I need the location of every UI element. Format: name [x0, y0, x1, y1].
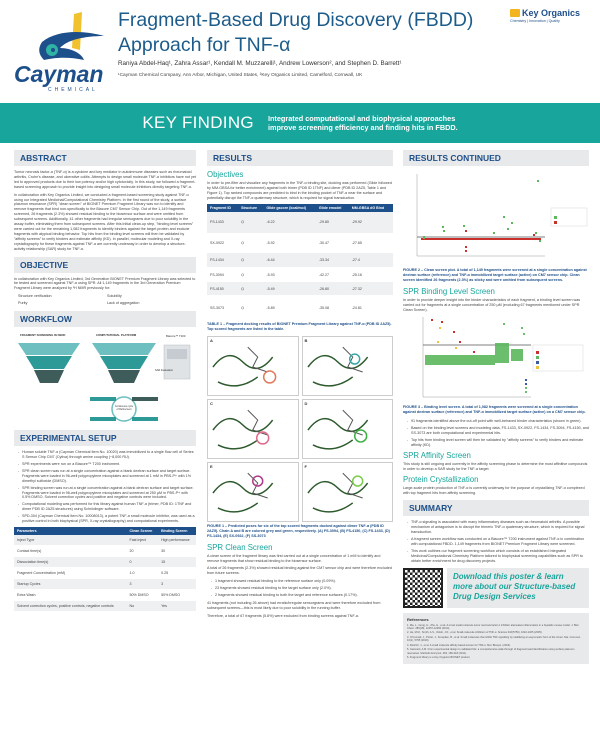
key-finding-text: Integrated computational and biophysical approaches improve screening efficiency and finding hits in FBDD. [267, 114, 458, 132]
qr-code[interactable] [403, 568, 443, 608]
spr-binding-heading: SPR Binding Level Screen [403, 286, 495, 296]
table-row: Contact time(s) 20 30 [14, 546, 196, 557]
abstract-p2: In collaboration with Key Organics Limited, we conducted a fragment-based screening study against TNF-α using our Integrated Medicinal/Computational Chemistry Platform. In the first round of the study, a surface plasmon resonance (SPR) "clean screen" of BIONET Premium Fragment Library was run to identify and remove fragments that bind non-specifically to the Biacore CM7 Sensor Chip. Out of the 1,149 fragments screened, 26 fragments (2.3%) showed residual binding to the biosensor surface and were omitted from subsequent screens. Additionally, 41 other fragments had irregular sensograms due to poor solubility in the assay buffer, eliminating them from subsequent screens. After this initial clean-up step, "binding level screens" were carried out for the remaining 1,082 fragments to identify binders against the target protein and exclude fragments with atypical binding behavior. Top hits from the binding level screens will then be validated by "affinity screens" to verify binders and estimate affinity (KD). In parallel, molecular modeling and X-ray crystallography for these fragments against TNF-α are currently underway in order to develop a structure-activity relationship (SAR) study for TNF-α. [14, 192, 194, 251]
structure-image: ⌬ [238, 268, 263, 282]
table-row: Inject Type Fast inject High performance [14, 535, 196, 546]
workflow-heading: WORKFLOW [14, 311, 196, 327]
docking-panel-d: D [302, 399, 394, 459]
abstract-heading: ABSTRACT [14, 150, 196, 166]
docking-panel-a: A [207, 336, 299, 396]
affiliations: ¹Cayman Chemical Company, Ann Arbor, Michigan, United States, ²Key Organics Limited, Camelford, Cornwall, UK [118, 73, 363, 78]
clean-screen-chart [403, 170, 589, 266]
column-right: RESULTS CONTINUED FIGURE 2 – Clean screen plot. A total of 1,149 fragments were screened at a single concentration against dextran surface (reference) and TNF-α immobilized target surface (active) on CM7 sensor chip. Clean screen identified 26 fragments (2.3%) as sticky and were omitted from subsequent screens. SPR Binding Level Screen In order to provide deeper insight into the binder characteristics of each fragment, a binding level screen was carried out for fragments at a single concentration of 250 µM (excluding 67 fragments mentioned under SPR Clean Screen). FIGURE 3 – Binding level screen. A total of 1,082 fragments were screened at a single concentration against dextran surface (reference) and TNF-α immobilized target surface (active) on a CM7 sensor chip. - 91 fragments identified above the cut-off point with well-behaved binder characteristics (shown in green). - Based on the binding level screens and modeling data, FS-1433, SX-0922, FS-1434, FS-3094, FS-4150, and SS-3073 are both computational and experimental hits. - Top hits from binding level screen will then be validated by "affinity screens" to verify binders and estimate affinity (KD). SPR Affinity Screen This study is still ongoing and currently in the affinity screening phase to determine the most affinitive compounds in order to develop a SAR study for the TNF-α target. Protein Crystallization Large-scale protein production of TNF-α is currently underway for the purpose of crystallizing TNF-α complexed with top fragment hits from affinity screening. SUMMARY - TNF-α signaling is associated with many inflammatory diseases such as rheumatoid arthritis. A possible mechanism of antagonism is to disrupt the trimeric TNF-α quaternary structure, which is required for signal transduction. - A fragment screen workflow was conducted on a Biacore™ T200 instrument against TNF-α in combination with computational FBDD. 1,149 fragments from BIONET Premium Fragment Library were screened. - This work outlines our fragment screening workflow which consists of an established Integrated Medicinal/Computational Chemistry Platform tailored to biophysical screening capabilities such as SPR to obtain better enrichment for drug discovery projects. Download this poster & learn more about our Structure-based Drug Design Services References 1. Ma, L., Gong, H., Zhu, H., et al. A novel small-molecule tumor necrosis factor α inhibitor attenuates inflammation in a hepatitis mouse model. J. Biol. Chem. 289(18), 12457-12466 (2014). 2. He, M.M., Smith, A.S., Oslob, J.D., et al. Small-molecule inhibition of TNF-α. Science 310(5750), 1022-1025 (2005). 3. O'Connell, J., Porter, J., Kroeplien, B., et al. Small molecules that inhibit TNF signalling by stabilising an asymmetric form of the trimer. Nat. Commun. 10(1), 5795 (2019). 4. Dietrich, J., et al. A small molecule affinity-based screen for TNF-α. Mol. Biosyst. (2016). 5. Giannetti, A.M. From experimental design to validated hits: a comprehensive walk-through of fragment lead identification using surface plasmon resonance. Methods Enzymol. 493, 169-218 (2011). 6. Fragment library is a Key Organics BIONET product. [403, 150, 589, 664]
structure-image: ⌬ [238, 253, 263, 268]
key-finding-label: KEY FINDING [142, 113, 254, 132]
table-row: FS-3094 ⌬ -5.93 -42.27 -25.16 [207, 268, 393, 282]
experimental-heading: EXPERIMENTAL SETUP [14, 430, 196, 446]
binding-list: - 91 fragments identified above the cut-off point with well-behaved binder characteristics (shown in green). - Based on the binding level screens and modeling data, FS-1433, SX-0922, FS-1434, FS-3094, FS-4150, and SS-3073 are both computational and experimental hits. - Top hits from binding level screen will then be validated by "affinity screens" to verify binders and estimate affinity (KD). [407, 419, 589, 448]
docking-panel-f: F [302, 462, 394, 522]
table-row: Dissociation time(s) 0 15 [14, 557, 196, 568]
poster-header [0, 0, 600, 100]
summary-heading: SUMMARY [403, 500, 589, 516]
binding-level-chart [403, 315, 589, 403]
figure3-caption: FIGURE 3 – Binding level screen. A total of 1,082 fragments were screened at a single concentration against dextran surface (reference) and TNF-α immobilized target surface (active) on a CM7 sensor chip. [403, 405, 586, 415]
docking-panel-b: B [302, 336, 394, 396]
table-row: FS-1433 ⌬ -6.22 -29.80 -29.92 [207, 212, 393, 234]
download-section [403, 568, 589, 608]
objectives-text: In order to pre-filter and visualize any fragments in the TNF-α binding site, docking was performed (Glide followed by MM-GBSA for better enrichment) against both trimer (PDB ID 1TNF) and dimer (PDB ID 2AZ5, Table 1 and Figure 1). Top ranked compounds are predicted to bind in the binding pocket of TNF-α near the surface and potentially disrupt the TNF-α quaternary structure, which is required for signal transduction. [207, 181, 392, 200]
structure-image: ⌬ [238, 212, 263, 234]
table-row: SS-3073 ⌬ -5.89 -35.08 -24.81 [207, 296, 393, 320]
workflow-diagram: FRAGMENT SCREENING IN FBDD COMPUTATIONAL PLATFORM Biacore™ T200 SAR Evaluation Continuous cycle of Refinement [14, 331, 196, 426]
docking-panel-c: C [207, 399, 299, 459]
references: References 1. Ma, L., Gong, H., Zhu, H., et al. A novel small-molecule tumor necrosis factor α inhibitor attenuates inflammation in a hepatitis mouse model. J. Biol. Chem. 289(18), 12457-12466 (2014). 2. He, M.M., Smith, A.S., Oslob, J.D., et al. Small-molecule inhibition of TNF-α. Science 310(5750), 1022-1025 (2005). 3. O'Connell, J., Porter, J., Kroeplien, B., et al. Small molecules that inhibit TNF signalling by stabilising an asymmetric form of the trimer. Nat. Commun. 10(1), 5795 (2019). 4. Dietrich, J., et al. A small molecule affinity-based screen for TNF-α. Mol. Biosyst. (2016). 5. Giannetti, A.M. From experimental design to validated hits: a comprehensive walk-through of fragment lead identification using surface plasmon resonance. Methods Enzymol. 493, 169-218 (2011). 6. Fragment library is a Key Organics BIONET product. [403, 613, 589, 665]
results-continued-heading: RESULTS CONTINUED [403, 150, 589, 166]
structure-image: ⌬ [238, 296, 263, 320]
objective-list: Structure verification Solubility Purity Lack of aggregation [18, 294, 140, 306]
key-organics-mark-icon [510, 9, 520, 17]
docking-panel-e: E [207, 462, 299, 522]
objective-heading: OBJECTIVE [14, 257, 196, 273]
column-middle: RESULTS Objectives In order to pre-filter and visualize any fragments in the TNF-α binding site, docking was performed (Glide followed by MM-GBSA for better enrichment) against both trimer (PDB ID 1TNF) and dimer (PDB ID 2AZ5, Table 1 and Figure 1). Top ranked compounds are predicted to bind in the binding pocket of TNF-α near the surface and potentially disrupt the TNF-α quaternary structure, which is required for signal transduction. Fragment ID Structure Glide gscore (kcal/mol) Glide emodel MM-GBSA dG Bind FS-1433 ⌬ -6.22 -29.80 -29.92 SX-0922 ⌬ -5.92 -30.47 -27.65 FS-1434 ⌬ -6.44 -33.34 -27.4 FS-3094 ⌬ -5.93 -42.27 -25.16 FS-4150 ⌬ -5.49 -26.80 -27.32 SS-3073 ⌬ -5.89 -35.08 -24.81 TABLE 1 – Fragment docking results of BIONET Premium Fragment Library against TNF-α (PDB ID 2AZ5). Top scored fragments are listed in the table. A B C D E F FIGURE 1 – Predicted poses for six of the top scored fragments docked against dimer TNF-α (PDB ID 2AZ5). Chain A and B are colored grey and green, respectively. (A) FS-3094, (B) FS-4150, (C) FS-1433, (D) FS-1434, (E) SX-0922, (F) SS-3073 SPR Clean Screen A clean screen of the fragment library was first carried out at a single concentration of 1 mM to identify and remove fragments that show residual binding to the biosensor surface. A total of 26 fragments (2.3%) showed residual binding against the CM7 sensor chip and were therefore excluded from future screens. - 1 fragment showed residual binding to the reference surface only (0.09%). - 23 fragments showed residual binding to the target surface only (2.0%). - 2 fragments showed residual binding to both the target and reference surfaces (0.17%). 41 fragments (not including 26 above) had erratic/irregular sensorgrams and were therefore excluded from subsequent screens—this is most likely due to poor solubility in the running buffer. Therefore, a total of 67 fragments (5.8%) were excluded from binding screens against TNF-α. [207, 150, 393, 622]
abstract-p1: Tumor necrosis factor-α (TNF-α) is a cytokine and key mediator in autoimmune diseases such as rheumatoid arthritis, Crohn's disease, and ulcerative colitis. Attempts to design small molecule TNF-α inhibitors have not yet led to approved products due to their low potency and/or high cytotoxicity. In this study, we followed a fragment-based screening approach to provide insight into designing small molecule inhibitors directly targeting TNF-α. [14, 170, 196, 189]
docking-table: Fragment ID Structure Glide gscore (kcal/mol) Glide emodel MM-GBSA dG Bind FS-1433 ⌬ -6.22 -29.80 -29.92 SX-0922 ⌬ -5.92 -30.47 -27.65 FS-1434 ⌬ -6.44 -33.34 -27.4 FS-3094 ⌬ -5.93 -42.27 -25.16 FS-4150 ⌬ -5.49 -26.80 -27.32 SS-3073 ⌬ -5.89 -35.08 -24.81 [207, 204, 393, 321]
spr-clean-heading: SPR Clean Screen [207, 542, 273, 552]
table-row: FS-4150 ⌬ -5.49 -26.80 -27.32 [207, 282, 393, 296]
download-link[interactable]: Download this poster & learn more about our Structure-based Drug Design Services [447, 568, 589, 608]
table-row: SX-0922 ⌬ -5.92 -30.47 -27.65 [207, 234, 393, 253]
affinity-heading: SPR Affinity Screen [403, 450, 471, 460]
key-organics-logo: Key Organics Chemistry | Innovation | Quality [510, 8, 581, 23]
objectives-subheading: Objectives [207, 170, 244, 179]
figure2-caption: FIGURE 2 – Clean screen plot. A total of 1,149 fragments were screened at a single concentration against dextran surface (reference) and TNF-α immobilized target surface (active) on CM7 sensor chip. Clean screen identified 26 fragments (2.3%) as sticky and were omitted from subsequent screens. [403, 268, 587, 282]
table-row: Extra Wash 50% DMSO 50% DMSO [14, 590, 196, 601]
key-finding-banner [0, 103, 600, 143]
table-row: Fragment Concentration (mM) 1.0 0.25 [14, 568, 196, 579]
structure-image: ⌬ [238, 282, 263, 296]
summary-list: - TNF-α signaling is associated with many inflammatory diseases such as rheumatoid arthritis. A possible mechanism of antagonism is to disrupt the trimeric TNF-α quaternary structure, which is required for signal transduction. - A fragment screen workflow was conducted on a Biacore™ T200 instrument against TNF-α in combination with computational FBDD. 1,149 fragments from BIONET Premium Fragment Library were screened. - This work outlines our fragment screening workflow which consists of an established Integrated Medicinal/Computational Chemistry Platform tailored to biophysical screening capabilities such as SPR to obtain better enrichment for drug discovery projects. [407, 520, 589, 563]
authors: Raniya Abdel-Haq¹, Zahra Assar¹, Kendall M. Muzzarelli¹, Andrew Lowerson², and Stephen D. Barrett¹ [118, 60, 402, 67]
figure1-caption: FIGURE 1 – Predicted poses for six of the top scored fragments docked against dimer TNF-α (PDB ID 2AZ5). Chain A and B are colored grey and green, respectively. (A) FS-3094, (B) FS-4150, (C) FS-1433, (D) FS-1434, (E) SX-0922, (F) SS-3073 [207, 523, 390, 538]
table1-caption: TABLE 1 – Fragment docking results of BIONET Premium Fragment Library against TNF-α (PDB ID 2AZ5). Top scored fragments are listed in the table. [207, 322, 392, 332]
structure-image: ⌬ [238, 234, 263, 253]
experimental-list: - Human soluble TNF-α (Cayman Chemical Item No. 10020) was immobilized to a single flow cell of Series S Sensor Chip CM7 (Cytiva) through amine coupling (~8,000 RU). - SPR experiments were run on a Biacore™ T200 instrument. - SPR clean screen was run at a single concentration against a blank dextran surface and target surface. Fragments were loaded in 96-well polypropylene microplates and screened at 1 mM in PBS-P+ with 1% dimethyl sulfoxide (DMSO). - SPR binding screen was run at a single concentration against a blank dextran surface and target surface. Fragments were loaded in 96-well polypropylene microplates and screened at 250 µM in PBS-P+ with 0.5% DMSO. Solvent correction cycles and positive and negative controls were included. - Computational modeling was performed for this library against human TNF-α (trimer, PDB ID: 1TNF and dimer PDB ID 2AZ5 structures) using Schrödinger software. - SPD-304 (Cayman Chemical Item No. 10008013), a potent TNF-α small molecule inhibitor, was used as a positive control in both biophysical (SPR, X-ray crystallography) and computational experiments. [18, 450, 196, 524]
svg-text:CHEMICAL: CHEMICAL [48, 87, 98, 93]
column-left [14, 150, 196, 612]
table-row: FS-1434 ⌬ -6.44 -33.34 -27.4 [207, 253, 393, 268]
svg-text:Cayman: Cayman [14, 61, 104, 87]
table-row: Solvent correction cycles, positive controls, negative controls No Yes [14, 601, 196, 612]
table-row: Startup Cycles 3 3 [14, 579, 196, 590]
spr-clean-list: - 1 fragment showed residual binding to the reference surface only (0.09%). - 23 fragments showed residual binding to the target surface only (2.0%). - 2 fragments showed residual binding to both the target and reference surfaces (0.17%). [211, 579, 393, 598]
results-heading: RESULTS [207, 150, 393, 166]
objective-text: In collaboration with Key Organics Limited, 3rd Generation BIONET Premium Fragment Library was selected to be tested and screened against TNF-α using SPR. All 1,149 fragments in the 3rd Generation Premium Fragment Library were analyzed by ¹H NMR previously for: [14, 276, 196, 291]
figure1-grid [207, 336, 393, 522]
parameters-table: Parameters Clean Screen Binding Screen Inject Type Fast inject High performance Contact time(s) 20 30 Dissociation time(s) 0 15 Fragment Concentration (mM) 1.0 0.25 Startup Cycles 3 3 Extra Wash 50% DMSO 50% DMSO Solvent correction cycles, positive controls, negative controls No Yes [14, 527, 196, 612]
crystallization-heading: Protein Crystallization [403, 474, 479, 484]
poster-title: Fragment-Based Drug Discovery (FBDD) Approach for TNF-α [118, 9, 474, 56]
cayman-logo [12, 8, 107, 93]
